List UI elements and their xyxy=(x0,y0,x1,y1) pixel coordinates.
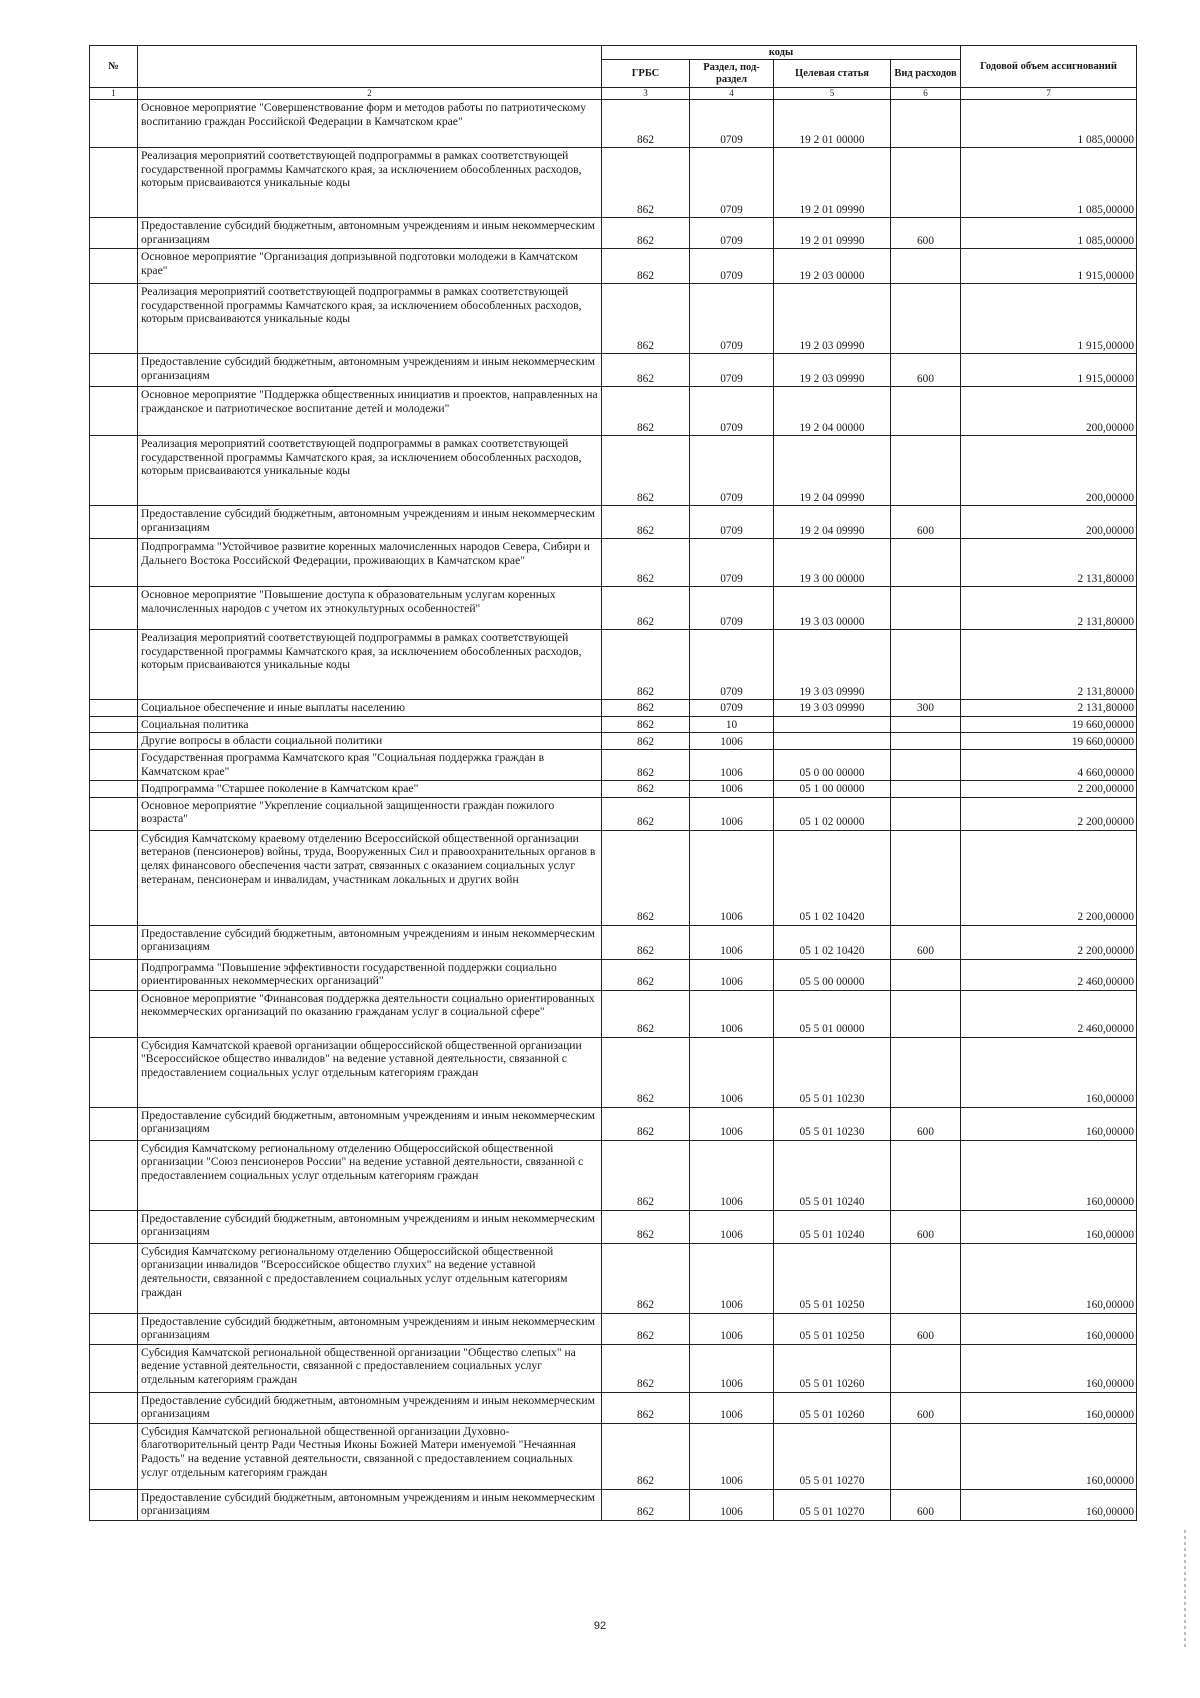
row-number-cell xyxy=(90,1140,138,1210)
row-target-article-cell: 19 2 03 00000 xyxy=(774,249,891,284)
row-number-cell xyxy=(90,1392,138,1423)
table-row xyxy=(90,148,1137,218)
row-grbs-cell: 862 xyxy=(602,387,690,436)
row-target-article-cell: 05 5 01 10250 xyxy=(774,1243,891,1313)
row-expense-type-cell xyxy=(891,959,961,990)
row-number-cell xyxy=(90,830,138,925)
row-amount-cell: 160,00000 xyxy=(961,1037,1137,1107)
row-amount-cell: 160,00000 xyxy=(961,1489,1137,1520)
row-amount-cell: 160,00000 xyxy=(961,1243,1137,1313)
row-section-cell: 1006 xyxy=(690,1210,774,1243)
row-expense-type-cell: 600 xyxy=(891,1313,961,1344)
row-name-cell: Реализация мероприятий соответствующей подпрограммы в рамках соответствующей государственной программы Камчатского края, за исключением обособленных расходов, которым присваиваются уникальные коды xyxy=(138,436,602,506)
header-number: № xyxy=(90,46,138,88)
row-section-cell: 1006 xyxy=(690,990,774,1037)
row-number-cell xyxy=(90,781,138,798)
header-section: Раздел, под-раздел xyxy=(690,60,774,88)
row-grbs-cell: 862 xyxy=(602,1344,690,1392)
page-number: 92 xyxy=(593,1620,607,1632)
row-number-cell xyxy=(90,733,138,750)
row-expense-type-cell: 300 xyxy=(891,700,961,717)
row-number-cell xyxy=(90,750,138,781)
row-section-cell: 1006 xyxy=(690,781,774,798)
row-grbs-cell: 862 xyxy=(602,249,690,284)
row-section-cell: 1006 xyxy=(690,1037,774,1107)
row-number-cell xyxy=(90,587,138,630)
header-index: 1 xyxy=(90,88,138,100)
table-row xyxy=(90,587,1137,630)
row-expense-type-cell xyxy=(891,716,961,733)
row-target-article-cell: 19 2 01 00000 xyxy=(774,100,891,148)
row-target-article-cell: 19 3 00 00000 xyxy=(774,539,891,587)
row-section-cell: 1006 xyxy=(690,959,774,990)
row-amount-cell: 2 200,00000 xyxy=(961,797,1137,830)
row-number-cell xyxy=(90,1037,138,1107)
row-grbs-cell: 862 xyxy=(602,587,690,630)
row-target-article-cell: 05 1 02 00000 xyxy=(774,797,891,830)
row-amount-cell: 2 131,80000 xyxy=(961,700,1137,717)
row-target-article-cell: 19 2 04 00000 xyxy=(774,387,891,436)
row-grbs-cell: 862 xyxy=(602,700,690,717)
table-row xyxy=(90,1313,1137,1344)
row-section-cell: 0709 xyxy=(690,387,774,436)
row-amount-cell: 160,00000 xyxy=(961,1140,1137,1210)
row-section-cell: 1006 xyxy=(690,1392,774,1423)
row-name-cell: Предоставление субсидий бюджетным, автономным учреждениям и иным некоммерческим организациям xyxy=(138,218,602,249)
row-number-cell xyxy=(90,700,138,717)
row-target-article-cell: 05 5 01 10260 xyxy=(774,1344,891,1392)
row-target-article-cell: 19 2 03 09990 xyxy=(774,284,891,354)
row-amount-cell: 2 200,00000 xyxy=(961,925,1137,959)
row-section-cell: 0709 xyxy=(690,218,774,249)
row-section-cell: 0709 xyxy=(690,284,774,354)
row-grbs-cell: 862 xyxy=(602,354,690,387)
row-grbs-cell: 862 xyxy=(602,1140,690,1210)
row-expense-type-cell xyxy=(891,781,961,798)
row-grbs-cell: 862 xyxy=(602,830,690,925)
row-number-cell xyxy=(90,990,138,1037)
table-row xyxy=(90,990,1137,1037)
row-grbs-cell: 862 xyxy=(602,750,690,781)
row-amount-cell: 2 200,00000 xyxy=(961,830,1137,925)
row-number-cell xyxy=(90,249,138,284)
row-amount-cell: 1 915,00000 xyxy=(961,354,1137,387)
row-section-cell: 0709 xyxy=(690,100,774,148)
row-section-cell: 0709 xyxy=(690,539,774,587)
header-index: 2 xyxy=(138,88,602,100)
table-row xyxy=(90,959,1137,990)
row-section-cell: 0709 xyxy=(690,700,774,717)
header-grbs: ГРБС xyxy=(602,60,690,88)
row-amount-cell: 2 460,00000 xyxy=(961,990,1137,1037)
row-amount-cell: 19 660,00000 xyxy=(961,716,1137,733)
table-row xyxy=(90,1489,1137,1520)
header-index: 5 xyxy=(774,88,891,100)
row-expense-type-cell: 600 xyxy=(891,925,961,959)
row-name-cell: Предоставление субсидий бюджетным, автономным учреждениям и иным некоммерческим организациям xyxy=(138,1107,602,1140)
table-header xyxy=(90,46,1137,100)
row-amount-cell: 2 131,80000 xyxy=(961,587,1137,630)
row-name-cell: Субсидия Камчатскому региональному отделению Общероссийской общественной организации инвалидов "Всероссийское общество глухих" на ведение уставной деятельности, связанной с предоставлением социальных услуг отдельным категориям граждан xyxy=(138,1243,602,1313)
row-name-cell: Реализация мероприятий соответствующей подпрограммы в рамках соответствующей государственной программы Камчатского края, за исключением обособленных расходов, которым присваиваются уникальные коды xyxy=(138,284,602,354)
row-amount-cell: 200,00000 xyxy=(961,506,1137,539)
row-section-cell: 1006 xyxy=(690,1344,774,1392)
row-number-cell xyxy=(90,959,138,990)
row-target-article-cell: 05 5 00 00000 xyxy=(774,959,891,990)
table-row xyxy=(90,781,1137,798)
table-row xyxy=(90,506,1137,539)
budget-table xyxy=(89,45,1137,1521)
row-grbs-cell: 862 xyxy=(602,1313,690,1344)
table-row xyxy=(90,354,1137,387)
row-name-cell: Предоставление субсидий бюджетным, автономным учреждениям и иным некоммерческим организациям xyxy=(138,1392,602,1423)
row-amount-cell: 2 460,00000 xyxy=(961,959,1137,990)
row-name-cell: Субсидия Камчатскому краевому отделению Всероссийской общественной организации ветеранов (пенсионеров) войны, труда, Вооруженных Сил и правоохранительных органов в целях финансового обеспечения части затрат, связанных с оказанием социальных услуг ветеранам, пенсионерам и инвалидам, участникам локальных и других войн xyxy=(138,830,602,925)
row-name-cell: Субсидия Камчатской региональной общественной организации "Общество слепых" на ведение уставной деятельности, связанной с предоставлением социальных услуг отдельным категориям граждан xyxy=(138,1344,602,1392)
row-number-cell xyxy=(90,797,138,830)
table-row xyxy=(90,100,1137,148)
row-name-cell: Предоставление субсидий бюджетным, автономным учреждениям и иным некоммерческим организациям xyxy=(138,1210,602,1243)
header-index: 4 xyxy=(690,88,774,100)
row-expense-type-cell: 600 xyxy=(891,1107,961,1140)
row-number-cell xyxy=(90,436,138,506)
row-grbs-cell: 862 xyxy=(602,925,690,959)
row-name-cell: Предоставление субсидий бюджетным, автономным учреждениям и иным некоммерческим организациям xyxy=(138,1489,602,1520)
row-number-cell xyxy=(90,1344,138,1392)
row-target-article-cell: 05 1 02 10420 xyxy=(774,830,891,925)
row-number-cell xyxy=(90,506,138,539)
row-amount-cell: 160,00000 xyxy=(961,1107,1137,1140)
row-name-cell: Подпрограмма "Устойчивое развитие коренных малочисленных народов Севера, Сибири и Дальнего Востока Российской Федерации, проживающих в Камчатском крае" xyxy=(138,539,602,587)
row-name-cell: Государственная программа Камчатского края "Социальная поддержка граждан в Камчатском крае" xyxy=(138,750,602,781)
row-grbs-cell: 862 xyxy=(602,1423,690,1489)
row-number-cell xyxy=(90,148,138,218)
row-grbs-cell: 862 xyxy=(602,284,690,354)
row-number-cell xyxy=(90,1423,138,1489)
header-index: 7 xyxy=(961,88,1137,100)
row-amount-cell: 160,00000 xyxy=(961,1344,1137,1392)
row-grbs-cell: 862 xyxy=(602,1392,690,1423)
row-amount-cell: 200,00000 xyxy=(961,387,1137,436)
row-number-cell xyxy=(90,354,138,387)
row-target-article-cell: 19 3 03 09990 xyxy=(774,700,891,717)
header-codes: коды xyxy=(602,46,961,60)
table-row xyxy=(90,1140,1137,1210)
row-name-cell: Реализация мероприятий соответствующей подпрограммы в рамках соответствующей государственной программы Камчатского края, за исключением обособленных расходов, которым присваиваются уникальные коды xyxy=(138,148,602,218)
row-number-cell xyxy=(90,218,138,249)
row-grbs-cell: 862 xyxy=(602,1037,690,1107)
table-row xyxy=(90,436,1137,506)
row-expense-type-cell xyxy=(891,436,961,506)
row-expense-type-cell xyxy=(891,733,961,750)
row-grbs-cell: 862 xyxy=(602,797,690,830)
row-amount-cell: 19 660,00000 xyxy=(961,733,1137,750)
table-row xyxy=(90,1037,1137,1107)
row-number-cell xyxy=(90,925,138,959)
row-grbs-cell: 862 xyxy=(602,218,690,249)
row-expense-type-cell: 600 xyxy=(891,218,961,249)
row-target-article-cell: 05 5 01 10270 xyxy=(774,1423,891,1489)
row-number-cell xyxy=(90,1107,138,1140)
row-target-article-cell: 19 2 04 09990 xyxy=(774,436,891,506)
row-expense-type-cell xyxy=(891,990,961,1037)
row-section-cell: 1006 xyxy=(690,925,774,959)
row-expense-type-cell xyxy=(891,1037,961,1107)
row-grbs-cell: 862 xyxy=(602,100,690,148)
row-name-cell: Основное мероприятие "Организация допризывной подготовки молодежи в Камчатском крае" xyxy=(138,249,602,284)
table-row xyxy=(90,387,1137,436)
row-grbs-cell: 862 xyxy=(602,1107,690,1140)
row-section-cell: 0709 xyxy=(690,436,774,506)
row-grbs-cell: 862 xyxy=(602,539,690,587)
row-target-article-cell: 05 5 01 10230 xyxy=(774,1107,891,1140)
header-name xyxy=(138,46,602,88)
row-name-cell: Основное мероприятие "Повышение доступа к образовательным услугам коренных малочисленных народов с учетом их этнокультурных особенностей" xyxy=(138,587,602,630)
row-expense-type-cell xyxy=(891,148,961,218)
row-grbs-cell: 862 xyxy=(602,148,690,218)
row-name-cell: Основное мероприятие "Укрепление социальной защищенности граждан пожилого возраста" xyxy=(138,797,602,830)
row-expense-type-cell: 600 xyxy=(891,354,961,387)
row-expense-type-cell xyxy=(891,284,961,354)
row-number-cell xyxy=(90,100,138,148)
row-amount-cell: 160,00000 xyxy=(961,1313,1137,1344)
row-amount-cell: 4 660,00000 xyxy=(961,750,1137,781)
row-target-article-cell: 05 0 00 00000 xyxy=(774,750,891,781)
row-name-cell: Подпрограмма "Повышение эффективности государственной поддержки социально ориентированных некоммерческих организаций" xyxy=(138,959,602,990)
row-section-cell: 1006 xyxy=(690,1313,774,1344)
row-amount-cell: 1 085,00000 xyxy=(961,100,1137,148)
row-expense-type-cell xyxy=(891,539,961,587)
header-target-article: Целевая статья xyxy=(774,60,891,88)
row-amount-cell: 160,00000 xyxy=(961,1423,1137,1489)
row-target-article-cell xyxy=(774,716,891,733)
row-target-article-cell: 19 2 03 09990 xyxy=(774,354,891,387)
row-name-cell: Предоставление субсидий бюджетным, автономным учреждениям и иным некоммерческим организациям xyxy=(138,925,602,959)
row-section-cell: 0709 xyxy=(690,354,774,387)
row-amount-cell: 2 131,80000 xyxy=(961,539,1137,587)
row-grbs-cell: 862 xyxy=(602,1489,690,1520)
row-number-cell xyxy=(90,284,138,354)
table-row xyxy=(90,218,1137,249)
row-expense-type-cell xyxy=(891,1344,961,1392)
row-number-cell xyxy=(90,630,138,700)
row-name-cell: Реализация мероприятий соответствующей подпрограммы в рамках соответствующей государственной программы Камчатского края, за исключением обособленных расходов, которым присваиваются уникальные коды xyxy=(138,630,602,700)
row-target-article-cell: 05 1 02 10420 xyxy=(774,925,891,959)
row-section-cell: 0709 xyxy=(690,630,774,700)
row-expense-type-cell xyxy=(891,249,961,284)
row-section-cell: 0709 xyxy=(690,148,774,218)
row-expense-type-cell xyxy=(891,1140,961,1210)
row-expense-type-cell: 600 xyxy=(891,506,961,539)
row-target-article-cell: 05 5 01 10260 xyxy=(774,1392,891,1423)
row-number-cell xyxy=(90,539,138,587)
row-amount-cell: 2 131,80000 xyxy=(961,630,1137,700)
row-expense-type-cell xyxy=(891,1423,961,1489)
table-row xyxy=(90,1243,1137,1313)
row-name-cell: Субсидия Камчатскому региональному отделению Общероссийской общественной организации "Союз пенсионеров России" на ведение уставной деятельности, связанной с предоставлением социальных услуг отдельным категориям граждан xyxy=(138,1140,602,1210)
row-expense-type-cell xyxy=(891,387,961,436)
row-target-article-cell: 19 2 01 09990 xyxy=(774,218,891,249)
table-row xyxy=(90,1210,1137,1243)
table-row xyxy=(90,750,1137,781)
row-amount-cell: 160,00000 xyxy=(961,1210,1137,1243)
row-section-cell: 10 xyxy=(690,716,774,733)
row-section-cell: 1006 xyxy=(690,797,774,830)
table-row xyxy=(90,284,1137,354)
row-section-cell: 1006 xyxy=(690,1423,774,1489)
row-grbs-cell: 862 xyxy=(602,733,690,750)
row-number-cell xyxy=(90,1313,138,1344)
row-target-article-cell xyxy=(774,733,891,750)
row-name-cell: Основное мероприятие "Совершенствование форм и методов работы по патриотическому воспитанию граждан Российской Федерации в Камчатском крае" xyxy=(138,100,602,148)
row-target-article-cell: 05 5 01 10250 xyxy=(774,1313,891,1344)
row-grbs-cell: 862 xyxy=(602,1210,690,1243)
scan-edge-mark xyxy=(1184,1530,1186,1650)
row-name-cell: Субсидия Камчатской краевой организации общероссийской общественной организации "Всероссийское общество инвалидов" на ведение уставной деятельности, связанной с предоставлением социальных услуг отдельным категориям граждан xyxy=(138,1037,602,1107)
header-annual-volume: Годовой объем ассигнований xyxy=(961,46,1137,88)
row-expense-type-cell xyxy=(891,630,961,700)
row-grbs-cell: 862 xyxy=(602,781,690,798)
row-name-cell: Субсидия Камчатской региональной общественной организации Духовно-благотворительный центр Ради Честныя Иконы Божией Матери именуемой "Нечаянная Радость" на ведение уставной деятельности, связанной с предоставлением социальных услуг отдельным категориям граждан xyxy=(138,1423,602,1489)
table-row xyxy=(90,1344,1137,1392)
row-expense-type-cell xyxy=(891,587,961,630)
row-grbs-cell: 862 xyxy=(602,959,690,990)
row-amount-cell: 1 085,00000 xyxy=(961,218,1137,249)
row-name-cell: Социальное обеспечение и иные выплаты населению xyxy=(138,700,602,717)
row-target-article-cell: 19 3 03 00000 xyxy=(774,587,891,630)
row-section-cell: 1006 xyxy=(690,1489,774,1520)
row-expense-type-cell xyxy=(891,750,961,781)
row-expense-type-cell: 600 xyxy=(891,1392,961,1423)
row-amount-cell: 2 200,00000 xyxy=(961,781,1137,798)
table-row xyxy=(90,716,1137,733)
row-section-cell: 1006 xyxy=(690,1140,774,1210)
row-section-cell: 0709 xyxy=(690,249,774,284)
table-row xyxy=(90,797,1137,830)
row-amount-cell: 200,00000 xyxy=(961,436,1137,506)
table-row xyxy=(90,539,1137,587)
header-index-row xyxy=(90,88,1137,100)
row-grbs-cell: 862 xyxy=(602,1243,690,1313)
table-row xyxy=(90,1392,1137,1423)
row-amount-cell: 160,00000 xyxy=(961,1392,1137,1423)
row-target-article-cell: 05 5 01 00000 xyxy=(774,990,891,1037)
row-name-cell: Основное мероприятие "Поддержка общественных инициатив и проектов, направленных на гражданское и патриотическое воспитание детей и молодежи" xyxy=(138,387,602,436)
row-name-cell: Другие вопросы в области социальной политики xyxy=(138,733,602,750)
row-name-cell: Предоставление субсидий бюджетным, автономным учреждениям и иным некоммерческим организациям xyxy=(138,1313,602,1344)
row-target-article-cell: 05 5 01 10270 xyxy=(774,1489,891,1520)
table-row xyxy=(90,249,1137,284)
header-expense-type: Вид расходов xyxy=(891,60,961,88)
header-index: 3 xyxy=(602,88,690,100)
budget-table-wrapper xyxy=(89,45,1136,1521)
row-amount-cell: 1 085,00000 xyxy=(961,148,1137,218)
row-target-article-cell: 05 5 01 10230 xyxy=(774,1037,891,1107)
row-grbs-cell: 862 xyxy=(602,506,690,539)
table-body xyxy=(90,100,1137,1521)
row-section-cell: 1006 xyxy=(690,830,774,925)
row-section-cell: 1006 xyxy=(690,733,774,750)
row-target-article-cell: 05 1 00 00000 xyxy=(774,781,891,798)
row-number-cell xyxy=(90,1210,138,1243)
table-row xyxy=(90,733,1137,750)
row-grbs-cell: 862 xyxy=(602,436,690,506)
header-index: 6 xyxy=(891,88,961,100)
row-target-article-cell: 05 5 01 10240 xyxy=(774,1210,891,1243)
row-target-article-cell: 19 3 03 09990 xyxy=(774,630,891,700)
row-number-cell xyxy=(90,716,138,733)
table-row xyxy=(90,1423,1137,1489)
table-row xyxy=(90,700,1137,717)
row-name-cell: Подпрограмма "Старшее поколение в Камчатском крае" xyxy=(138,781,602,798)
row-expense-type-cell: 600 xyxy=(891,1489,961,1520)
row-section-cell: 1006 xyxy=(690,1243,774,1313)
row-grbs-cell: 862 xyxy=(602,716,690,733)
table-row xyxy=(90,925,1137,959)
row-number-cell xyxy=(90,1243,138,1313)
table-row xyxy=(90,630,1137,700)
row-number-cell xyxy=(90,1489,138,1520)
row-grbs-cell: 862 xyxy=(602,630,690,700)
row-grbs-cell: 862 xyxy=(602,990,690,1037)
row-number-cell xyxy=(90,387,138,436)
row-name-cell: Основное мероприятие "Финансовая поддержка деятельности социально ориентированных некоммерческих организаций по оказанию гражданам услуг в социальной сфере" xyxy=(138,990,602,1037)
row-expense-type-cell: 600 xyxy=(891,1210,961,1243)
row-expense-type-cell xyxy=(891,100,961,148)
row-section-cell: 0709 xyxy=(690,506,774,539)
table-row xyxy=(90,830,1137,925)
row-expense-type-cell xyxy=(891,830,961,925)
row-section-cell: 1006 xyxy=(690,750,774,781)
row-expense-type-cell xyxy=(891,1243,961,1313)
row-amount-cell: 1 915,00000 xyxy=(961,249,1137,284)
row-target-article-cell: 19 2 04 09990 xyxy=(774,506,891,539)
row-name-cell: Предоставление субсидий бюджетным, автономным учреждениям и иным некоммерческим организациям xyxy=(138,506,602,539)
row-name-cell: Социальная политика xyxy=(138,716,602,733)
row-target-article-cell: 05 5 01 10240 xyxy=(774,1140,891,1210)
row-section-cell: 1006 xyxy=(690,1107,774,1140)
row-target-article-cell: 19 2 01 09990 xyxy=(774,148,891,218)
row-amount-cell: 1 915,00000 xyxy=(961,284,1137,354)
table-row xyxy=(90,1107,1137,1140)
row-name-cell: Предоставление субсидий бюджетным, автономным учреждениям и иным некоммерческим организациям xyxy=(138,354,602,387)
row-expense-type-cell xyxy=(891,797,961,830)
row-section-cell: 0709 xyxy=(690,587,774,630)
